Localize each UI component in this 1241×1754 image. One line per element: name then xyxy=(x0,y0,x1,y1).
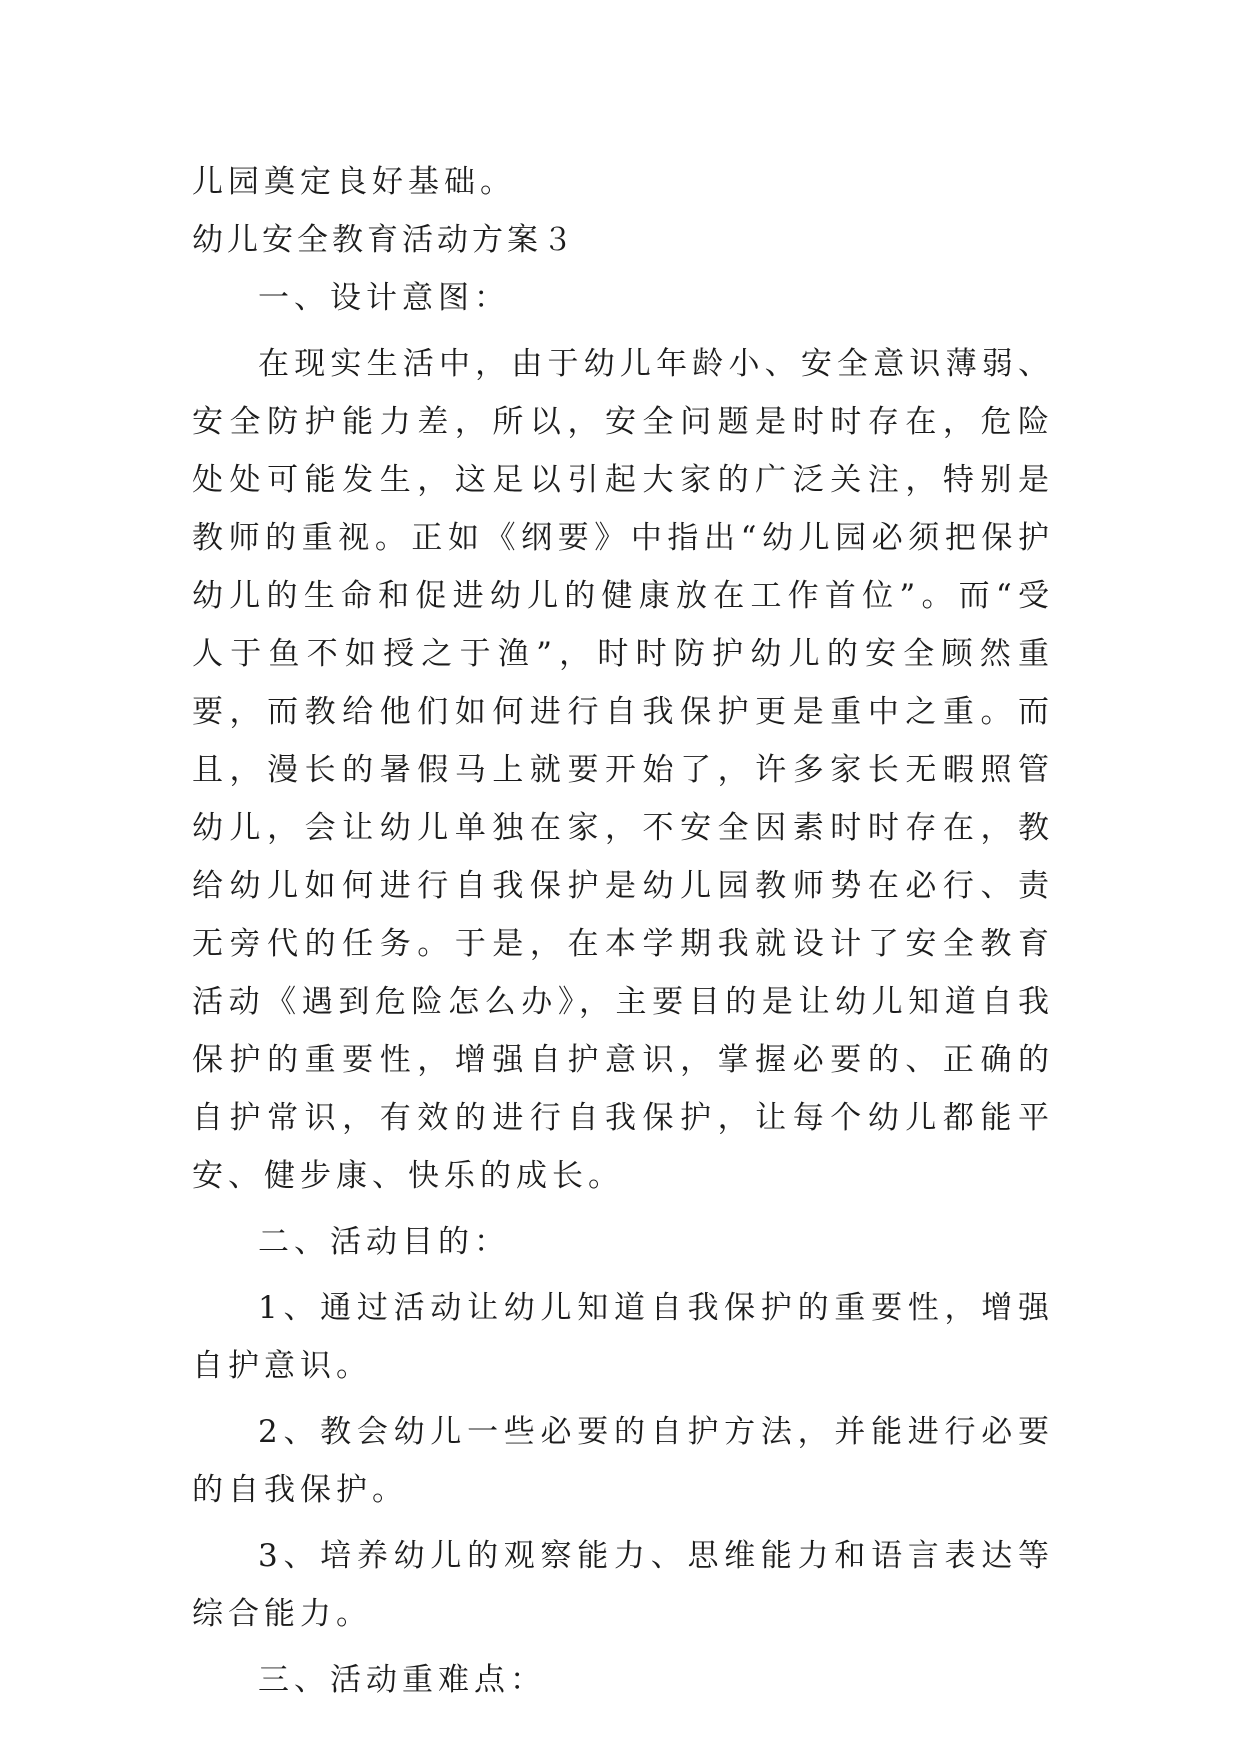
key-points-heading: 三、活动重难点： xyxy=(258,1662,546,1698)
document-title: 幼儿安全教育活动方案３ xyxy=(192,222,577,258)
goal-item-3: 3、培养幼儿的观察能力、思维能力和语言表达等综合能力。 xyxy=(192,1538,1054,1632)
goal-item-1: 1、通过活动让幼儿知道自我保护的重要性，增强自护意识。 xyxy=(192,1290,1054,1384)
design-paragraph: 在现实生活中，由于幼儿年龄小、安全意识薄弱、安全防护能力差，所以，安全问题是时时存在，危险处处可能发生，这足以引起大家的广泛关注，特别是教师的重视。正如《纲要》中指出“幼儿园必须把保护幼儿的生命和促进幼儿的健康放在工作首位”。而“受人于鱼不如授之于渔”，时时防护幼儿的安全顾然重要，而教给他们如何进行自我保护更是重中之重。而且，漫长的暑假马上就要开始了，许多家长无暇照管幼儿，会让幼儿单独在家，不安全因素时时存在，教给幼儿如何进行自我保护是幼儿园教师势在必行、责无旁代的任务。于是，在本学期我就设计了安全教育活动《遇到危险怎么办》，主要目的是让幼儿知道自我保护的重要性，增强自护意识，掌握必要的、正确的自护常识，有效的进行自我保护，让每个幼儿都能平安、健步康、快乐的成长。 xyxy=(192,346,1054,1194)
goal-item-2: 2、教会幼儿一些必要的自护方法，并能进行必要的自我保护。 xyxy=(192,1414,1054,1508)
document-body xyxy=(192,153,1054,1709)
design-heading: 一、设计意图： xyxy=(258,280,510,316)
continuation-paragraph: 儿园奠定良好基础。 xyxy=(192,164,516,200)
goals-heading: 二、活动目的： xyxy=(258,1224,510,1260)
